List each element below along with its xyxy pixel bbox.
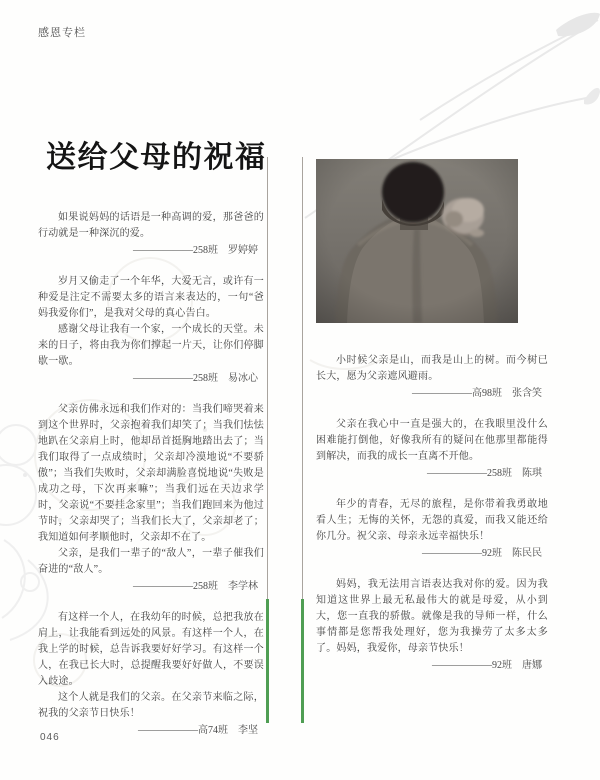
page-number: 046 [40,732,60,743]
quote-block [316,497,548,562]
quote-paragraph: 年少的青春，无尽的旅程，是你带着我勇敢地看人生；无悔的关怀，无怨的真爱，而我又能还给你几分。祝父亲、母亲永远幸福快乐！ [316,499,548,542]
quote-attribution: ——————258班 李学林 [133,581,258,592]
quote-paragraph: 有这样一个人，在我幼年的时候，总把我放在肩上，让我能看到远处的风景。有这样一个人，在我上学的时候，总告诉我要好好学习。有这样一个人，在我已长大时，总提醒我要好好做人，不要误入歧途。 [38,612,264,687]
column-divider-left [267,157,268,600]
quote-paragraph: 妈妈，我无法用言语表达我对你的爱。因为我知道这世界上最无私最伟大的就是母爱，从小到大，您一直我的骄傲。就像是我的导师一样，什么事情都是您帮我处理好，您为我操劳了太多太多了。妈妈，我爱你，母亲节快乐！ [316,579,548,654]
quote-block [316,417,548,482]
quote-paragraph: 如果说妈妈的话语是一种高调的爱，那爸爸的行动就是一种深沉的爱。 [38,212,264,239]
quote-paragraph: 岁月又偷走了一个年华，大爱无言，或许有一种爱是注定不需要太多的语言来表达的，一句“爸妈我爱你们”，是我对父母的真心告白。 [38,276,264,319]
quote-paragraph: 这个人就是我们的父亲。在父亲节来临之际，祝我的父亲节日快乐！ [38,692,264,719]
quote-attribution: ——————高74班 李坚 [138,725,258,736]
quote-block [316,577,548,674]
left-column [38,210,264,754]
quote-block [38,610,264,739]
page-title: 送给父母的祝福 [46,141,267,174]
quote-attribution: ——————258班 罗婷婷 [133,245,258,256]
quote-attribution: ——————258班 陈琪 [427,468,542,479]
quote-paragraph: 父亲在我心中一直是强大的，在我眼里没什么困难能打倒他，好像我所有的疑问在他那里都能得到解决，而我的成长一直离不开他。 [316,419,548,462]
quote-attribution: ——————92班 唐娜 [432,660,542,671]
father-baby-photo [316,159,518,323]
quote-block [38,274,264,387]
quote-paragraph: 父亲，是我们一辈子的“敌人”，一辈子催我们奋进的“敌人”。 [38,548,264,575]
quote-attribution: ——————258班 易冰心 [133,373,258,384]
quote-attribution: ——————92班 陈民民 [422,548,542,559]
quote-attribution: ——————高98班 张含笑 [412,388,542,399]
green-accent-bar-left [266,599,269,723]
quote-paragraph: 小时候父亲是山，而我是山上的树。而今树已长大，愿为父亲遮风避雨。 [316,355,548,382]
section-header: 感恩专栏 [38,27,86,39]
right-column [316,159,548,689]
column-divider-right [302,157,303,600]
green-accent-bar-right [301,599,304,723]
quote-block [38,402,264,595]
quote-block [316,353,548,402]
quote-block [38,210,264,259]
quote-paragraph: 父亲仿佛永远和我们作对的：当我们啼哭着来到这个世界时，父亲抱着我们却笑了；当我们怯怯地趴在父亲肩上时，他却昂首挺胸地踏出去了；当我们取得了一点成绩时，父亲却冷漠地说“不要骄傲”；当我们失败时，父亲却满脸喜悦地说“失败是成功之母，下次再来嘛”；当我们远在天边求学时，父亲说“不要挂念家里”；当我们跑回来为他过节时，父亲却哭了；当我们长大了，父亲却老了；我知道如何孝顺他时，父亲却不在了。 [38,404,264,543]
quote-paragraph: 感谢父母让我有一个家，一个成长的天堂。未来的日子，将由我为你们撑起一片天，让你们停脚歇一歇。 [38,324,264,367]
